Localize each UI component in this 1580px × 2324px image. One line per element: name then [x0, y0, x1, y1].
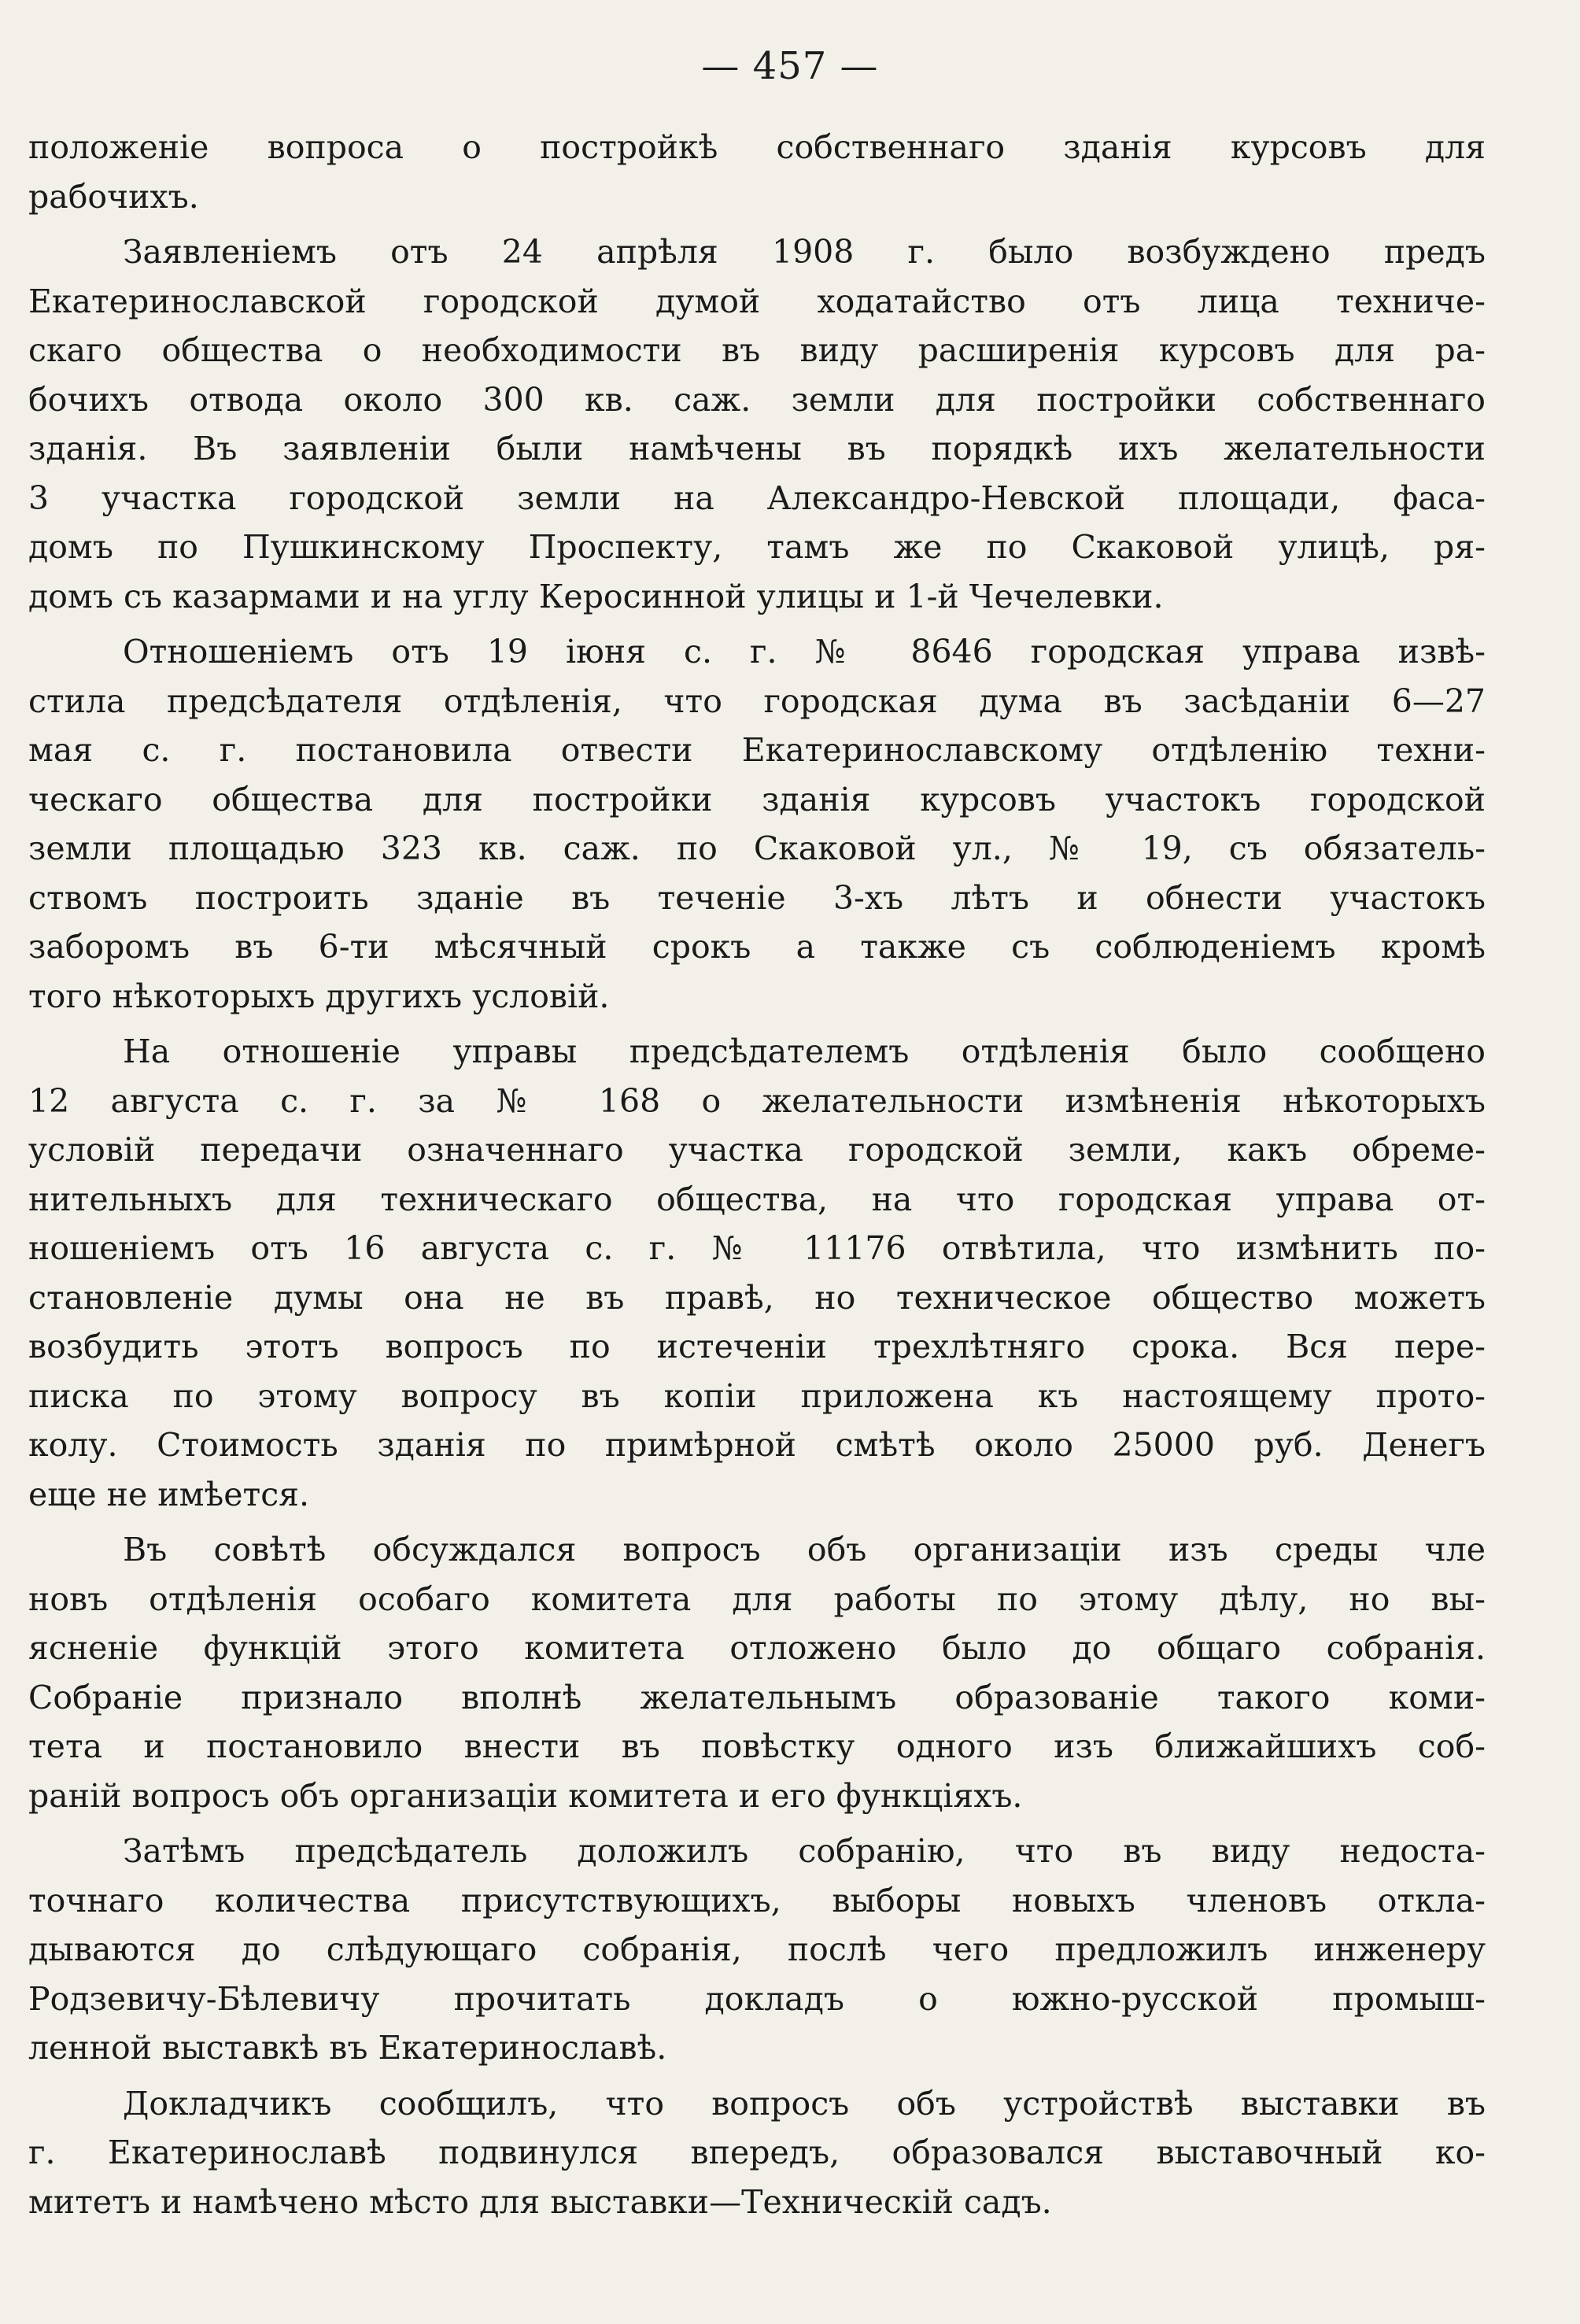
text-line: ранiй вопросъ объ организацiи комитета и его функцiяхъ.	[28, 1776, 1023, 1815]
text-line: митетъ и намѣчено мѣсто для выставки—Техническiй садъ.	[28, 2182, 1052, 2221]
text-line: 12 августа с. г. за № 168 о желательности измѣненiя нѣкоторыхъ	[28, 1081, 1486, 1120]
text-line: Родзевичу-Бѣлевичу прочитать докладъ о южно-русской промыш-	[28, 1979, 1486, 2018]
paragraph	[28, 227, 1486, 621]
text-line: возбудить этотъ вопросъ по истеченiи трехлѣтняго срока. Вся пере-	[28, 1328, 1486, 1365]
page-number: — 457 —	[701, 44, 879, 88]
text-line: Екатеринославской городской думой ходатайство отъ лица техниче-	[28, 282, 1486, 320]
paragraph	[28, 1525, 1486, 1820]
text-line: дываются до слѣдующаго собранiя, послѣ чего предложилъ инженеру	[28, 1931, 1486, 1968]
text-line: положенiе вопроса о постройкѣ собственнаго зданiя курсовъ для	[28, 128, 1486, 166]
text-line: рабочихъ.	[28, 177, 199, 216]
text-line: Отношенiемъ отъ 19 iюня с. г. № 8646 городская управа извѣ-	[123, 633, 1486, 671]
text-line: ствомъ построить зданiе въ теченiе 3-хъ лѣтъ и обнести участокъ	[28, 878, 1486, 917]
text-line: г. Екатеринославѣ подвинулся впередъ, образовался выставочный ко-	[28, 2134, 1486, 2171]
text-line: колу. Стоимость зданiя по примѣрной смѣтѣ около 25000 руб. Денегъ	[28, 1426, 1486, 1464]
text-line: точнаго количества присутствующихъ, выборы новыхъ членовъ откла-	[28, 1881, 1486, 1919]
text-line: зданiя. Въ заявленiи были намѣчены въ порядкѣ ихъ желательности	[28, 430, 1486, 467]
text-line: домъ по Пушкинскому Проспекту, тамъ же по Скаковой улицѣ, ря-	[28, 528, 1486, 566]
text-line: Заявленiемъ отъ 24 апрѣля 1908 г. было возбуждено предъ	[123, 233, 1486, 271]
text-line: На отношенiе управы предсѣдателемъ отдѣленiя было сообщено	[123, 1033, 1486, 1070]
text-line: новъ отдѣленiя особаго комитета для работы по этому дѣлу, но вы-	[28, 1580, 1486, 1618]
text-line: ношенiемъ отъ 16 августа с. г. № 11176 отвѣтила, что измѣнить по-	[28, 1229, 1486, 1267]
text-line: мая с. г. постановила отвести Екатеринославскому отдѣленiю техни-	[28, 731, 1486, 769]
text-line: ясненiе функцiй этого комитета отложено было до общаго собранiя.	[28, 1629, 1486, 1667]
text-line: бочихъ отвода около 300 кв. саж. земли для постройки собственнаго	[28, 380, 1486, 419]
text-line: Въ совѣтѣ обсуждался вопросъ объ организацiи изъ среды чле	[123, 1531, 1486, 1568]
paragraph	[28, 123, 1486, 221]
text-line: тета и постановило внести въ повѣстку одного изъ ближайшихъ соб-	[28, 1727, 1486, 1765]
document-body	[28, 123, 1486, 2233]
paragraph	[28, 2079, 1486, 2227]
text-line: того нѣкоторыхъ другихъ условiй.	[28, 977, 610, 1015]
text-line: становленiе думы она не въ правѣ, но техническое общество можетъ	[28, 1278, 1486, 1317]
text-line: ленной выставкѣ въ Екатеринославѣ.	[28, 2029, 667, 2067]
text-line: стила предсѣдателя отдѣленiя, что городская дума въ засѣданiи 6—27	[28, 682, 1486, 720]
text-line: условiй передачи означеннаго участка городской земли, какъ обреме-	[28, 1131, 1486, 1169]
text-line: еще не имѣется.	[28, 1475, 310, 1513]
text-line: Затѣмъ предсѣдатель доложилъ собранiю, что въ виду недоста-	[123, 1832, 1486, 1870]
text-line: Собранiе признало вполнѣ желательнымъ образованiе такого коми-	[28, 1678, 1486, 1716]
text-line: ческаго общества для постройки зданiя курсовъ участокъ городской	[28, 780, 1486, 818]
text-line: заборомъ въ 6-ти мѣсячный срокъ а также съ соблюденiемъ кромѣ	[28, 928, 1486, 966]
text-line: 3 участка городской земли на Александро-Невской площади, фаса-	[28, 478, 1486, 517]
text-line: нительныхъ для техническаго общества, на что городская управа от-	[28, 1180, 1486, 1218]
text-line: земли площадью 323 кв. саж. по Скаковой ул., № 19, съ обязатель-	[28, 829, 1486, 867]
text-line: скаго общества о необходимости въ виду расширенiя курсовъ для ра-	[28, 331, 1486, 369]
text-line: Докладчикъ сообщилъ, что вопросъ объ устройствѣ выставки въ	[123, 2084, 1486, 2123]
text-line: писка по этому вопросу въ копiи приложена къ настоящему прото-	[28, 1376, 1486, 1415]
paragraph	[28, 1027, 1486, 1519]
paragraph	[28, 627, 1486, 1021]
paragraph	[28, 1827, 1486, 2073]
text-line: домъ съ казармами и на углу Керосинной улицы и 1-й Чечелевки.	[28, 577, 1164, 615]
